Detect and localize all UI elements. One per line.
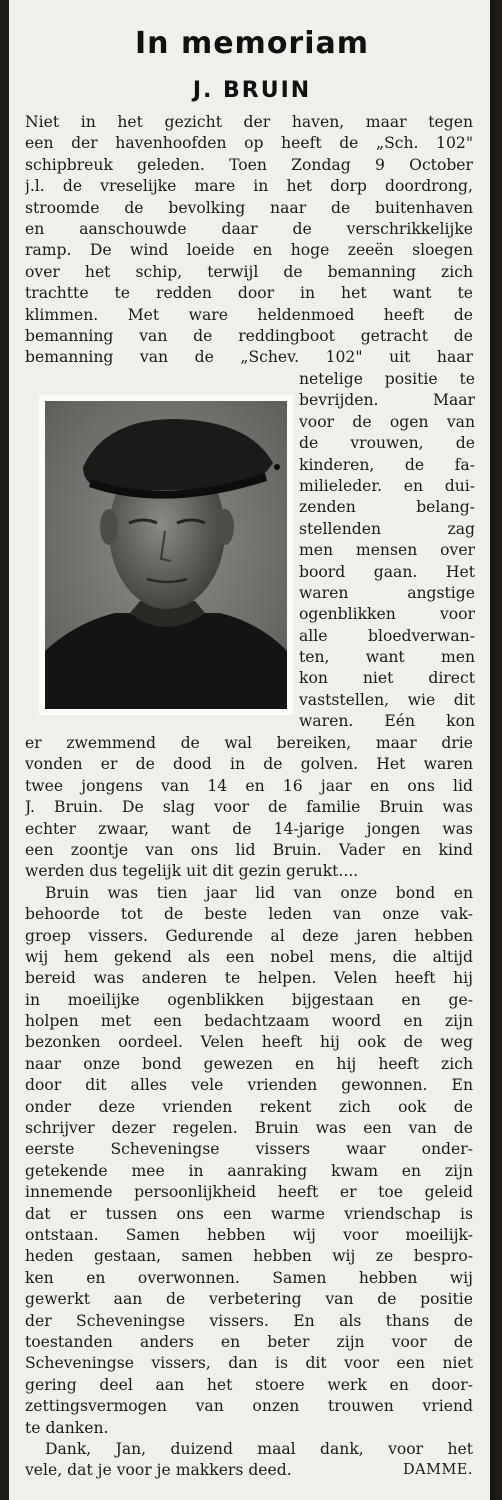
- text-line: behoorde tot de beste leden van onze vak-: [25, 905, 473, 924]
- text-line: over het schip, terwijl de bemanning zich: [25, 262, 473, 281]
- newspaper-clipping: [9, 0, 495, 1500]
- text-line: toestanden anders en beter zijn voor de: [25, 1332, 473, 1351]
- final-line: vele, dat je voor je makkers deed.: [25, 1461, 292, 1480]
- text-line: dat er tussen ons een warme vriendschap is: [25, 1204, 473, 1223]
- article-body-top: [25, 112, 473, 369]
- text-line: onder deze vrienden rekent zich ook de: [25, 1097, 473, 1116]
- text-line: een der havenhoofden op heeft de „Sch. 102": [25, 134, 473, 153]
- portrait-photo: [39, 395, 293, 715]
- text-line: holpen met een bedachtzaam woord en zijn: [25, 1012, 473, 1031]
- text-line: bemanning van de „Schev. 102" uit haar: [25, 348, 473, 367]
- text-line: boord gaan. Het: [299, 562, 475, 581]
- text-line: door dit alles vele vrienden gewonnen. En: [25, 1076, 473, 1095]
- text-line: schrijver dezer regelen. Bruin was een van de: [25, 1119, 473, 1138]
- text-line: er zwemmend de wal bereiken, maar drie: [25, 734, 473, 752]
- text-line: te danken.: [25, 1418, 109, 1437]
- text-line: bezonken oordeel. Velen heeft hij ook de weg: [25, 1033, 473, 1052]
- portrait-image: [45, 401, 287, 709]
- text-line: waren angstige: [299, 583, 475, 602]
- text-line: wij hem gekend als een nobel mens, die altijd: [25, 947, 473, 966]
- text-line: eerste Scheveningse vissers waar onder-: [25, 1140, 473, 1159]
- text-line: naar onze bond gewezen en hij heeft zich: [25, 1054, 473, 1073]
- text-line: der Scheveningse vissers. En als thans de: [25, 1311, 473, 1330]
- article-subtitle: J. BRUIN: [192, 78, 312, 103]
- text-line: schipbreuk geleden. Toen Zondag 9 October: [25, 155, 473, 174]
- text-line: twee jongens van 14 en 16 jaar en ons lid: [25, 776, 473, 795]
- text-line: Bruin was tien jaar lid van onze bond en: [45, 883, 473, 902]
- text-line: bemanning van de reddingboot getracht de: [25, 326, 473, 345]
- text-line: groep vissers. Gedurende al deze jaren hebben: [25, 926, 473, 945]
- text-line: J. Bruin. De slag voor de familie Bruin was: [25, 798, 473, 817]
- text-line: in moeilijke ogenblikken bijgestaan en ge-: [25, 990, 473, 1009]
- text-line: milieleder. en dui-: [299, 476, 475, 495]
- text-line: werden dus tegelijk uit dit gezin gerukt....: [25, 862, 359, 881]
- text-line: vaststellen, wie dit: [299, 690, 475, 709]
- text-line: ontstaan. Samen hebben wij voor moeilijk-: [25, 1225, 473, 1244]
- text-line: stroomde de bevolking naar de buitenhaven: [25, 198, 473, 217]
- text-line: kon niet direct: [299, 669, 475, 688]
- text-line: j.l. de vreselijke mare in het dorp doordrong,: [25, 177, 473, 196]
- text-line: men mensen over: [299, 541, 475, 560]
- text-line: de vrouwen, de: [299, 434, 475, 453]
- text-line: ten, want men: [299, 648, 475, 667]
- article-body-side: [299, 369, 475, 733]
- text-line: heden gestaan, samen hebben wij ze bespro-: [25, 1247, 473, 1266]
- text-line: Niet in het gezicht der haven, maar tegen: [25, 113, 473, 131]
- text-line: bereid was anderen te helpen. Velen heeft hij: [25, 969, 473, 988]
- closing-line: Dank, Jan, duizend maal dank, voor het: [45, 1439, 473, 1458]
- text-line: ken en overwonnen. Samen hebben wij: [25, 1268, 473, 1287]
- author-signature: DAMME.: [403, 1462, 473, 1479]
- article-body-bottom: [25, 733, 473, 1482]
- text-line: alle bloedverwan-: [299, 626, 475, 645]
- text-line: innemende persoonlijkheid heeft er toe geleid: [25, 1183, 473, 1202]
- text-line: kinderen, de fa-: [299, 455, 475, 474]
- text-line: zettingsvermogen van onzen trouwen vriend: [25, 1397, 473, 1416]
- text-line: ogenblikken voor: [299, 605, 475, 624]
- text-line: waren. Eén kon: [299, 712, 475, 731]
- text-line: getekende mee in aanraking kwam en zijn: [25, 1161, 473, 1180]
- text-line: echter zwaar, want de 14-jarige jongen was: [25, 819, 473, 838]
- text-line: en aanschouwde daar de verschrikkelijke: [25, 219, 473, 238]
- text-line: zenden belang-: [299, 498, 475, 517]
- text-line: netelige positie te: [299, 370, 475, 388]
- article-title: In memoriam: [134, 26, 370, 61]
- text-line: een zoontje van ons lid Bruin. Vader en kind: [25, 840, 473, 859]
- text-line: bevrijden. Maar: [299, 391, 475, 410]
- text-line: Scheveningse vissers, dan is dit voor een niet: [25, 1354, 473, 1373]
- final-line-row: [25, 1460, 473, 1481]
- text-line: gering deel aan het stoere werk en door-: [25, 1375, 473, 1394]
- text-line: trachtte te redden door in het want te: [25, 284, 473, 303]
- text-line: stellenden zag: [299, 519, 475, 538]
- text-line: voor de ogen van: [299, 412, 475, 431]
- text-line: vonden er de dood in de golven. Het waren: [25, 755, 473, 774]
- text-line: gewerkt aan de verbetering van de positie: [25, 1290, 473, 1309]
- text-line: ramp. De wind loeide en hoge zeeën sloegen: [25, 241, 473, 260]
- text-line: klimmen. Met ware heldenmoed heeft de: [25, 305, 473, 324]
